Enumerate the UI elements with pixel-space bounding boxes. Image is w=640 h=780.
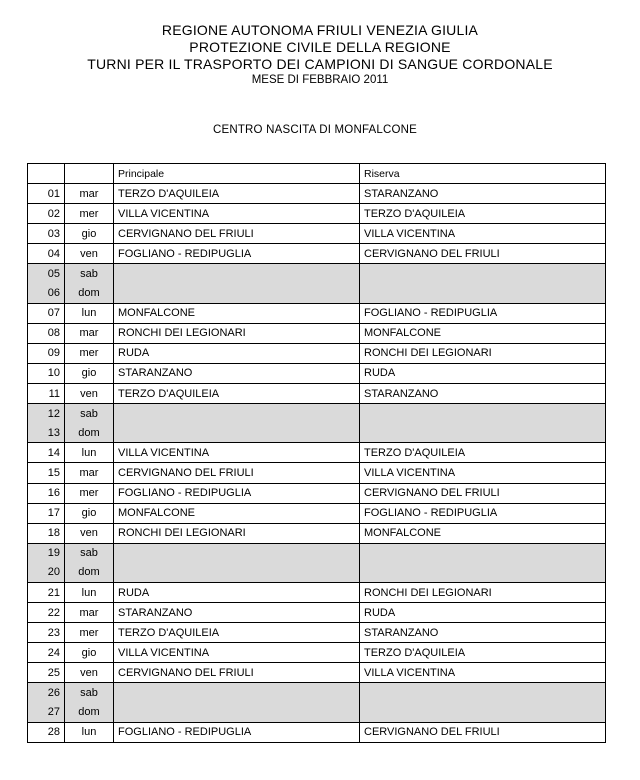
riserva-cell: TERZO D'AQUILEIA: [360, 204, 606, 224]
weekday-cell: mar: [65, 603, 114, 623]
principale-cell: CERVIGNANO DEL FRIULI: [114, 663, 360, 683]
principale-cell: STARANZANO: [114, 603, 360, 623]
riserva-cell: [360, 563, 606, 583]
day-cell: 02: [28, 204, 65, 224]
principale-cell: RONCHI DEI LEGIONARI: [114, 523, 360, 543]
riserva-cell: [360, 703, 606, 723]
table-header-row: [28, 164, 606, 184]
weekday-cell: sab: [65, 264, 114, 284]
day-cell: 08: [28, 323, 65, 343]
day-cell: 14: [28, 443, 65, 463]
principale-cell: VILLA VICENTINA: [114, 204, 360, 224]
weekday-cell: mar: [65, 323, 114, 343]
riserva-cell: VILLA VICENTINA: [360, 224, 606, 244]
day-cell: 07: [28, 303, 65, 323]
principale-cell: TERZO D'AQUILEIA: [114, 184, 360, 204]
weekday-cell: mer: [65, 483, 114, 503]
table-row: [28, 722, 606, 742]
riserva-cell: [360, 404, 606, 424]
principale-cell: STARANZANO: [114, 363, 360, 383]
principale-cell: TERZO D'AQUILEIA: [114, 623, 360, 643]
principale-cell: MONFALCONE: [114, 503, 360, 523]
weekday-cell: mer: [65, 204, 114, 224]
day-cell: 20: [28, 563, 65, 583]
weekday-cell: lun: [65, 443, 114, 463]
riserva-cell: CERVIGNANO DEL FRIULI: [360, 722, 606, 742]
column-header-principale: Principale: [114, 164, 360, 184]
table-row: [28, 643, 606, 663]
riserva-cell: CERVIGNANO DEL FRIULI: [360, 244, 606, 264]
weekday-cell: sab: [65, 404, 114, 424]
principale-cell: [114, 563, 360, 583]
table-row: [28, 623, 606, 643]
day-cell: 28: [28, 722, 65, 742]
weekday-cell: gio: [65, 503, 114, 523]
principale-cell: [114, 264, 360, 284]
column-header-weekday: [65, 164, 114, 184]
principale-cell: MONFALCONE: [114, 303, 360, 323]
table-row: [28, 603, 606, 623]
weekday-cell: ven: [65, 663, 114, 683]
principale-cell: [114, 543, 360, 563]
weekday-cell: lun: [65, 303, 114, 323]
riserva-cell: VILLA VICENTINA: [360, 663, 606, 683]
table-row: [28, 343, 606, 363]
riserva-cell: RONCHI DEI LEGIONARI: [360, 582, 606, 602]
weekday-cell: sab: [65, 683, 114, 703]
day-cell: 19: [28, 543, 65, 563]
principale-cell: RONCHI DEI LEGIONARI: [114, 323, 360, 343]
day-cell: 11: [28, 384, 65, 404]
table-row: [28, 503, 606, 523]
riserva-cell: VILLA VICENTINA: [360, 463, 606, 483]
table-row: [28, 284, 606, 304]
weekday-cell: mar: [65, 184, 114, 204]
table-row: [28, 483, 606, 503]
weekday-cell: ven: [65, 384, 114, 404]
weekday-cell: lun: [65, 722, 114, 742]
day-cell: 18: [28, 523, 65, 543]
table-row: [28, 443, 606, 463]
riserva-cell: TERZO D'AQUILEIA: [360, 443, 606, 463]
principale-cell: FOGLIANO - REDIPUGLIA: [114, 483, 360, 503]
principale-cell: [114, 703, 360, 723]
principale-cell: TERZO D'AQUILEIA: [114, 384, 360, 404]
weekday-cell: dom: [65, 703, 114, 723]
table-row: [28, 463, 606, 483]
principale-cell: [114, 284, 360, 304]
weekday-cell: dom: [65, 284, 114, 304]
day-cell: 25: [28, 663, 65, 683]
riserva-cell: [360, 543, 606, 563]
table-row: [28, 663, 606, 683]
day-cell: 15: [28, 463, 65, 483]
region-title: REGIONE AUTONOMA FRIULI VENEZIA GIULIA: [161, 22, 479, 38]
day-cell: 17: [28, 503, 65, 523]
day-cell: 23: [28, 623, 65, 643]
principale-cell: VILLA VICENTINA: [114, 443, 360, 463]
riserva-cell: [360, 683, 606, 703]
riserva-cell: RUDA: [360, 603, 606, 623]
weekday-cell: mar: [65, 463, 114, 483]
day-cell: 22: [28, 603, 65, 623]
table-row: [28, 423, 606, 443]
department-title: PROTEZIONE CIVILE DELLA REGIONE: [189, 39, 451, 55]
day-cell: 03: [28, 224, 65, 244]
center-title: CENTRO NASCITA DI MONFALCONE: [212, 124, 418, 136]
principale-cell: VILLA VICENTINA: [114, 643, 360, 663]
table-row: [28, 404, 606, 424]
table-row: [28, 224, 606, 244]
riserva-cell: MONFALCONE: [360, 323, 606, 343]
table-row: [28, 323, 606, 343]
riserva-cell: TERZO D'AQUILEIA: [360, 643, 606, 663]
principale-cell: [114, 423, 360, 443]
weekday-cell: gio: [65, 224, 114, 244]
weekday-cell: sab: [65, 543, 114, 563]
day-cell: 09: [28, 343, 65, 363]
weekday-cell: ven: [65, 244, 114, 264]
column-header-riserva: Riserva: [360, 164, 606, 184]
day-cell: 12: [28, 404, 65, 424]
column-header-day: [28, 164, 65, 184]
table-row: [28, 703, 606, 723]
riserva-cell: CERVIGNANO DEL FRIULI: [360, 483, 606, 503]
table-row: [28, 244, 606, 264]
riserva-cell: MONFALCONE: [360, 523, 606, 543]
day-cell: 04: [28, 244, 65, 264]
day-cell: 05: [28, 264, 65, 284]
weekday-cell: gio: [65, 643, 114, 663]
day-cell: 27: [28, 703, 65, 723]
principale-cell: RUDA: [114, 343, 360, 363]
principale-cell: [114, 404, 360, 424]
day-cell: 01: [28, 184, 65, 204]
table-row: [28, 543, 606, 563]
riserva-cell: FOGLIANO - REDIPUGLIA: [360, 303, 606, 323]
riserva-cell: [360, 264, 606, 284]
riserva-cell: [360, 423, 606, 443]
day-cell: 10: [28, 363, 65, 383]
document-title: TURNI PER IL TRASPORTO DEI CAMPIONI DI SANGUE CORDONALE: [87, 56, 553, 72]
table-row: [28, 563, 606, 583]
table-row: [28, 683, 606, 703]
riserva-cell: [360, 284, 606, 304]
day-cell: 13: [28, 423, 65, 443]
principale-cell: FOGLIANO - REDIPUGLIA: [114, 722, 360, 742]
weekday-cell: dom: [65, 423, 114, 443]
day-cell: 21: [28, 582, 65, 602]
table-row: [28, 384, 606, 404]
table-row: [28, 582, 606, 602]
table-row: [28, 303, 606, 323]
day-cell: 26: [28, 683, 65, 703]
day-cell: 06: [28, 284, 65, 304]
month-subtitle: MESE DI FEBBRAIO 2011: [251, 74, 389, 86]
weekday-cell: mer: [65, 623, 114, 643]
table-row: [28, 184, 606, 204]
riserva-cell: STARANZANO: [360, 184, 606, 204]
riserva-cell: STARANZANO: [360, 623, 606, 643]
document-header: [0, 22, 640, 87]
principale-cell: FOGLIANO - REDIPUGLIA: [114, 244, 360, 264]
riserva-cell: FOGLIANO - REDIPUGLIA: [360, 503, 606, 523]
principale-cell: [114, 683, 360, 703]
weekday-cell: lun: [65, 582, 114, 602]
principale-cell: CERVIGNANO DEL FRIULI: [114, 224, 360, 244]
weekday-cell: gio: [65, 363, 114, 383]
day-cell: 24: [28, 643, 65, 663]
weekday-cell: dom: [65, 563, 114, 583]
table-row: [28, 523, 606, 543]
principale-cell: RUDA: [114, 582, 360, 602]
table-row: [28, 204, 606, 224]
day-cell: 16: [28, 483, 65, 503]
schedule-table: [27, 163, 606, 743]
weekday-cell: mer: [65, 343, 114, 363]
table-row: [28, 264, 606, 284]
riserva-cell: STARANZANO: [360, 384, 606, 404]
riserva-cell: RUDA: [360, 363, 606, 383]
table-row: [28, 363, 606, 383]
weekday-cell: ven: [65, 523, 114, 543]
principale-cell: CERVIGNANO DEL FRIULI: [114, 463, 360, 483]
riserva-cell: RONCHI DEI LEGIONARI: [360, 343, 606, 363]
